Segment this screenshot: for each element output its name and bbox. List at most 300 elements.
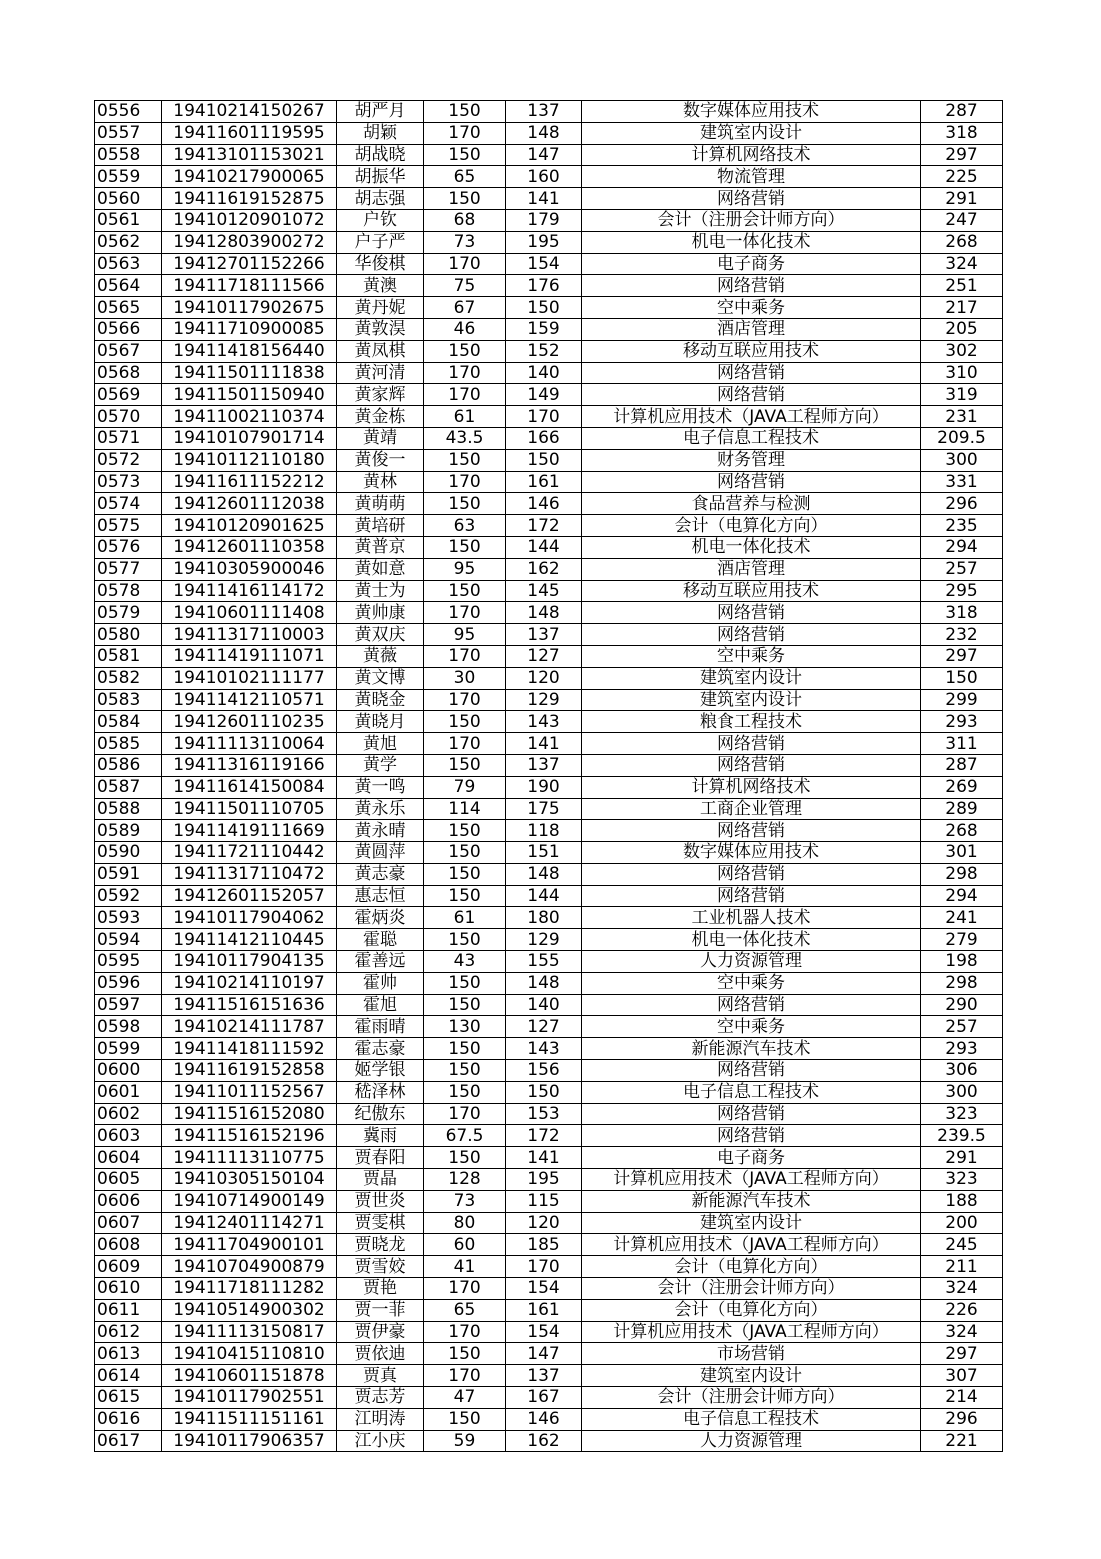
name-cell: 贾志芳 xyxy=(337,1387,424,1409)
name-cell: 黄双庆 xyxy=(337,624,424,646)
table-row xyxy=(95,188,1003,210)
table-row xyxy=(95,689,1003,711)
exam-id-cell: 19411011152567 xyxy=(162,1081,337,1103)
total-cell: 311 xyxy=(921,733,1003,755)
exam-id-cell: 19411419111071 xyxy=(162,645,337,667)
score-b-cell: 151 xyxy=(506,842,582,864)
table-row xyxy=(95,427,1003,449)
table-row xyxy=(95,144,1003,166)
score-a-cell: 150 xyxy=(424,1060,506,1082)
score-b-cell: 145 xyxy=(506,580,582,602)
seq-cell: 0591 xyxy=(95,863,162,885)
major-cell: 数字媒体应用技术 xyxy=(582,842,921,864)
score-a-cell: 170 xyxy=(424,253,506,275)
table-row xyxy=(95,253,1003,275)
exam-id-cell: 19413101153021 xyxy=(162,144,337,166)
total-cell: 232 xyxy=(921,624,1003,646)
table-row xyxy=(95,842,1003,864)
seq-cell: 0566 xyxy=(95,318,162,340)
major-cell: 网络营销 xyxy=(582,275,921,297)
total-cell: 298 xyxy=(921,972,1003,994)
score-a-cell: 73 xyxy=(424,231,506,253)
total-cell: 279 xyxy=(921,929,1003,951)
score-a-cell: 150 xyxy=(424,101,506,123)
name-cell: 黄金栋 xyxy=(337,406,424,428)
major-cell: 网络营销 xyxy=(582,188,921,210)
major-cell: 计算机网络技术 xyxy=(582,144,921,166)
seq-cell: 0568 xyxy=(95,362,162,384)
seq-cell: 0611 xyxy=(95,1299,162,1321)
major-cell: 建筑室内设计 xyxy=(582,1365,921,1387)
score-b-cell: 120 xyxy=(506,1212,582,1234)
exam-id-cell: 19410601151878 xyxy=(162,1365,337,1387)
score-a-cell: 170 xyxy=(424,1278,506,1300)
exam-id-cell: 19412601110235 xyxy=(162,711,337,733)
major-cell: 会计（电算化方向） xyxy=(582,1299,921,1321)
score-a-cell: 63 xyxy=(424,515,506,537)
name-cell: 黄普京 xyxy=(337,536,424,558)
total-cell: 225 xyxy=(921,166,1003,188)
name-cell: 黄如意 xyxy=(337,558,424,580)
name-cell: 黄学 xyxy=(337,754,424,776)
seq-cell: 0602 xyxy=(95,1103,162,1125)
score-a-cell: 61 xyxy=(424,406,506,428)
seq-cell: 0607 xyxy=(95,1212,162,1234)
seq-cell: 0580 xyxy=(95,624,162,646)
table-row xyxy=(95,1408,1003,1430)
score-a-cell: 150 xyxy=(424,493,506,515)
total-cell: 205 xyxy=(921,318,1003,340)
name-cell: 黄丹妮 xyxy=(337,297,424,319)
score-a-cell: 150 xyxy=(424,754,506,776)
major-cell: 电子商务 xyxy=(582,1147,921,1169)
exam-id-cell: 19412601112038 xyxy=(162,493,337,515)
score-a-cell: 150 xyxy=(424,842,506,864)
exam-id-cell: 19411601119595 xyxy=(162,122,337,144)
exam-id-cell: 19411113150817 xyxy=(162,1321,337,1343)
name-cell: 黄靖 xyxy=(337,427,424,449)
score-a-cell: 73 xyxy=(424,1190,506,1212)
score-a-cell: 170 xyxy=(424,122,506,144)
exam-id-cell: 19411412110445 xyxy=(162,929,337,951)
exam-id-cell: 19411710900085 xyxy=(162,318,337,340)
score-a-cell: 170 xyxy=(424,733,506,755)
score-a-cell: 80 xyxy=(424,1212,506,1234)
total-cell: 269 xyxy=(921,776,1003,798)
seq-cell: 0576 xyxy=(95,536,162,558)
name-cell: 贾雪姣 xyxy=(337,1256,424,1278)
seq-cell: 0601 xyxy=(95,1081,162,1103)
total-cell: 306 xyxy=(921,1060,1003,1082)
total-cell: 300 xyxy=(921,1081,1003,1103)
total-cell: 307 xyxy=(921,1365,1003,1387)
exam-id-cell: 19410107901714 xyxy=(162,427,337,449)
name-cell: 江明涛 xyxy=(337,1408,424,1430)
score-b-cell: 153 xyxy=(506,1103,582,1125)
total-cell: 247 xyxy=(921,209,1003,231)
exam-id-cell: 19411516152196 xyxy=(162,1125,337,1147)
exam-id-cell: 19411619152858 xyxy=(162,1060,337,1082)
table-row xyxy=(95,798,1003,820)
score-b-cell: 159 xyxy=(506,318,582,340)
name-cell: 贾依迪 xyxy=(337,1343,424,1365)
table-row xyxy=(95,711,1003,733)
table-row xyxy=(95,209,1003,231)
score-b-cell: 154 xyxy=(506,253,582,275)
score-a-cell: 65 xyxy=(424,1299,506,1321)
total-cell: 221 xyxy=(921,1430,1003,1452)
table-row xyxy=(95,1081,1003,1103)
name-cell: 霍炳炎 xyxy=(337,907,424,929)
major-cell: 建筑室内设计 xyxy=(582,689,921,711)
exam-id-cell: 19412803900272 xyxy=(162,231,337,253)
name-cell: 贾雯棋 xyxy=(337,1212,424,1234)
score-b-cell: 150 xyxy=(506,1081,582,1103)
total-cell: 301 xyxy=(921,842,1003,864)
seq-cell: 0613 xyxy=(95,1343,162,1365)
score-b-cell: 152 xyxy=(506,340,582,362)
score-a-cell: 170 xyxy=(424,602,506,624)
score-a-cell: 170 xyxy=(424,689,506,711)
seq-cell: 0572 xyxy=(95,449,162,471)
score-b-cell: 170 xyxy=(506,406,582,428)
score-a-cell: 150 xyxy=(424,536,506,558)
score-a-cell: 150 xyxy=(424,711,506,733)
major-cell: 网络营销 xyxy=(582,994,921,1016)
exam-id-cell: 19410117906357 xyxy=(162,1430,337,1452)
table-row xyxy=(95,1125,1003,1147)
exam-id-cell: 19411704900101 xyxy=(162,1234,337,1256)
table-row xyxy=(95,558,1003,580)
seq-cell: 0559 xyxy=(95,166,162,188)
score-b-cell: 120 xyxy=(506,667,582,689)
major-cell: 网络营销 xyxy=(582,1060,921,1082)
seq-cell: 0560 xyxy=(95,188,162,210)
total-cell: 268 xyxy=(921,820,1003,842)
major-cell: 会计（电算化方向） xyxy=(582,1256,921,1278)
score-b-cell: 140 xyxy=(506,994,582,1016)
table-body xyxy=(95,101,1003,1452)
table-row xyxy=(95,602,1003,624)
exam-id-cell: 19411619152875 xyxy=(162,188,337,210)
total-cell: 241 xyxy=(921,907,1003,929)
seq-cell: 0597 xyxy=(95,994,162,1016)
total-cell: 291 xyxy=(921,188,1003,210)
exam-id-cell: 19411416114172 xyxy=(162,580,337,602)
exam-id-cell: 19410214150267 xyxy=(162,101,337,123)
major-cell: 会计（注册会计师方向） xyxy=(582,209,921,231)
table-row xyxy=(95,1212,1003,1234)
total-cell: 324 xyxy=(921,1278,1003,1300)
seq-cell: 0574 xyxy=(95,493,162,515)
exam-id-cell: 19410415110810 xyxy=(162,1343,337,1365)
score-a-cell: 150 xyxy=(424,972,506,994)
score-b-cell: 127 xyxy=(506,645,582,667)
score-a-cell: 150 xyxy=(424,863,506,885)
seq-cell: 0587 xyxy=(95,776,162,798)
major-cell: 粮食工程技术 xyxy=(582,711,921,733)
total-cell: 287 xyxy=(921,754,1003,776)
exam-id-cell: 19411113110775 xyxy=(162,1147,337,1169)
score-a-cell: 75 xyxy=(424,275,506,297)
seq-cell: 0573 xyxy=(95,471,162,493)
score-b-cell: 150 xyxy=(506,297,582,319)
table-row xyxy=(95,122,1003,144)
exam-id-cell: 19411316119166 xyxy=(162,754,337,776)
major-cell: 网络营销 xyxy=(582,733,921,755)
seq-cell: 0593 xyxy=(95,907,162,929)
table-row xyxy=(95,493,1003,515)
major-cell: 网络营销 xyxy=(582,602,921,624)
score-a-cell: 170 xyxy=(424,362,506,384)
name-cell: 胡振华 xyxy=(337,166,424,188)
table-row xyxy=(95,733,1003,755)
name-cell: 惠志恒 xyxy=(337,885,424,907)
seq-cell: 0584 xyxy=(95,711,162,733)
score-b-cell: 148 xyxy=(506,602,582,624)
major-cell: 空中乘务 xyxy=(582,645,921,667)
table-row xyxy=(95,362,1003,384)
exam-id-cell: 19411002110374 xyxy=(162,406,337,428)
exam-id-cell: 19410102111177 xyxy=(162,667,337,689)
seq-cell: 0600 xyxy=(95,1060,162,1082)
exam-id-cell: 19411501150940 xyxy=(162,384,337,406)
table-row xyxy=(95,1299,1003,1321)
seq-cell: 0604 xyxy=(95,1147,162,1169)
total-cell: 297 xyxy=(921,144,1003,166)
table-row xyxy=(95,297,1003,319)
total-cell: 296 xyxy=(921,1408,1003,1430)
score-b-cell: 148 xyxy=(506,972,582,994)
name-cell: 黄培研 xyxy=(337,515,424,537)
exam-id-cell: 19411516152080 xyxy=(162,1103,337,1125)
table-row xyxy=(95,275,1003,297)
score-b-cell: 147 xyxy=(506,144,582,166)
major-cell: 空中乘务 xyxy=(582,972,921,994)
score-a-cell: 47 xyxy=(424,1387,506,1409)
seq-cell: 0558 xyxy=(95,144,162,166)
name-cell: 黄晓金 xyxy=(337,689,424,711)
name-cell: 华俊棋 xyxy=(337,253,424,275)
score-b-cell: 118 xyxy=(506,820,582,842)
score-a-cell: 150 xyxy=(424,1147,506,1169)
score-a-cell: 41 xyxy=(424,1256,506,1278)
exam-id-cell: 19411317110003 xyxy=(162,624,337,646)
score-b-cell: 143 xyxy=(506,711,582,733)
total-cell: 297 xyxy=(921,1343,1003,1365)
name-cell: 黄萌萌 xyxy=(337,493,424,515)
score-b-cell: 167 xyxy=(506,1387,582,1409)
seq-cell: 0609 xyxy=(95,1256,162,1278)
name-cell: 胡颖 xyxy=(337,122,424,144)
name-cell: 户钦 xyxy=(337,209,424,231)
table-row xyxy=(95,667,1003,689)
seq-cell: 0603 xyxy=(95,1125,162,1147)
major-cell: 电子信息工程技术 xyxy=(582,1408,921,1430)
total-cell: 323 xyxy=(921,1103,1003,1125)
score-table xyxy=(94,100,1003,1452)
total-cell: 217 xyxy=(921,297,1003,319)
major-cell: 数字媒体应用技术 xyxy=(582,101,921,123)
total-cell: 268 xyxy=(921,231,1003,253)
major-cell: 网络营销 xyxy=(582,362,921,384)
score-a-cell: 79 xyxy=(424,776,506,798)
score-b-cell: 148 xyxy=(506,863,582,885)
table-row xyxy=(95,863,1003,885)
name-cell: 霍雨晴 xyxy=(337,1016,424,1038)
total-cell: 150 xyxy=(921,667,1003,689)
exam-id-cell: 19411501111838 xyxy=(162,362,337,384)
exam-id-cell: 19411113110064 xyxy=(162,733,337,755)
score-b-cell: 137 xyxy=(506,754,582,776)
table-row xyxy=(95,929,1003,951)
total-cell: 289 xyxy=(921,798,1003,820)
total-cell: 299 xyxy=(921,689,1003,711)
score-a-cell: 95 xyxy=(424,624,506,646)
total-cell: 318 xyxy=(921,122,1003,144)
score-b-cell: 170 xyxy=(506,1256,582,1278)
major-cell: 新能源汽车技术 xyxy=(582,1038,921,1060)
seq-cell: 0582 xyxy=(95,667,162,689)
major-cell: 电子信息工程技术 xyxy=(582,427,921,449)
table-row xyxy=(95,471,1003,493)
major-cell: 机电一体化技术 xyxy=(582,929,921,951)
score-b-cell: 195 xyxy=(506,231,582,253)
seq-cell: 0588 xyxy=(95,798,162,820)
score-b-cell: 137 xyxy=(506,624,582,646)
name-cell: 江小庆 xyxy=(337,1430,424,1452)
name-cell: 黄文博 xyxy=(337,667,424,689)
table-row xyxy=(95,1060,1003,1082)
score-b-cell: 149 xyxy=(506,384,582,406)
seq-cell: 0608 xyxy=(95,1234,162,1256)
score-b-cell: 148 xyxy=(506,122,582,144)
table-row xyxy=(95,1256,1003,1278)
name-cell: 黄圆萍 xyxy=(337,842,424,864)
score-b-cell: 154 xyxy=(506,1278,582,1300)
score-b-cell: 162 xyxy=(506,1430,582,1452)
major-cell: 网络营销 xyxy=(582,471,921,493)
seq-cell: 0594 xyxy=(95,929,162,951)
table-row xyxy=(95,406,1003,428)
score-a-cell: 150 xyxy=(424,449,506,471)
name-cell: 黄士为 xyxy=(337,580,424,602)
table-row xyxy=(95,1190,1003,1212)
seq-cell: 0563 xyxy=(95,253,162,275)
major-cell: 建筑室内设计 xyxy=(582,1212,921,1234)
exam-id-cell: 19410514900302 xyxy=(162,1299,337,1321)
score-b-cell: 156 xyxy=(506,1060,582,1082)
seq-cell: 0598 xyxy=(95,1016,162,1038)
name-cell: 霍帅 xyxy=(337,972,424,994)
total-cell: 188 xyxy=(921,1190,1003,1212)
major-cell: 酒店管理 xyxy=(582,558,921,580)
name-cell: 黄晓月 xyxy=(337,711,424,733)
table-row xyxy=(95,536,1003,558)
major-cell: 空中乘务 xyxy=(582,1016,921,1038)
score-b-cell: 154 xyxy=(506,1321,582,1343)
score-b-cell: 137 xyxy=(506,101,582,123)
score-a-cell: 170 xyxy=(424,645,506,667)
table-row xyxy=(95,1387,1003,1409)
major-cell: 空中乘务 xyxy=(582,297,921,319)
seq-cell: 0557 xyxy=(95,122,162,144)
name-cell: 黄旭 xyxy=(337,733,424,755)
name-cell: 户子严 xyxy=(337,231,424,253)
score-a-cell: 150 xyxy=(424,340,506,362)
seq-cell: 0616 xyxy=(95,1408,162,1430)
name-cell: 黄凤棋 xyxy=(337,340,424,362)
name-cell: 贾艳 xyxy=(337,1278,424,1300)
name-cell: 贾春阳 xyxy=(337,1147,424,1169)
name-cell: 黄薇 xyxy=(337,645,424,667)
table-row xyxy=(95,885,1003,907)
table-row xyxy=(95,340,1003,362)
exam-id-cell: 19411418111592 xyxy=(162,1038,337,1060)
table-row xyxy=(95,101,1003,123)
major-cell: 工商企业管理 xyxy=(582,798,921,820)
name-cell: 黄永晴 xyxy=(337,820,424,842)
name-cell: 贾晓龙 xyxy=(337,1234,424,1256)
score-b-cell: 141 xyxy=(506,1147,582,1169)
score-b-cell: 195 xyxy=(506,1169,582,1191)
major-cell: 市场营销 xyxy=(582,1343,921,1365)
seq-cell: 0571 xyxy=(95,427,162,449)
exam-id-cell: 19410117904135 xyxy=(162,951,337,973)
total-cell: 291 xyxy=(921,1147,1003,1169)
total-cell: 257 xyxy=(921,1016,1003,1038)
table-row xyxy=(95,1343,1003,1365)
exam-id-cell: 19411718111566 xyxy=(162,275,337,297)
total-cell: 214 xyxy=(921,1387,1003,1409)
name-cell: 嵇泽林 xyxy=(337,1081,424,1103)
total-cell: 290 xyxy=(921,994,1003,1016)
name-cell: 纪傲东 xyxy=(337,1103,424,1125)
name-cell: 黄帅康 xyxy=(337,602,424,624)
exam-id-cell: 19411611152212 xyxy=(162,471,337,493)
score-a-cell: 150 xyxy=(424,188,506,210)
total-cell: 211 xyxy=(921,1256,1003,1278)
score-b-cell: 155 xyxy=(506,951,582,973)
exam-id-cell: 19411317110472 xyxy=(162,863,337,885)
major-cell: 电子信息工程技术 xyxy=(582,1081,921,1103)
major-cell: 计算机应用技术（JAVA工程师方向） xyxy=(582,1169,921,1191)
seq-cell: 0599 xyxy=(95,1038,162,1060)
major-cell: 计算机网络技术 xyxy=(582,776,921,798)
table-row xyxy=(95,166,1003,188)
seq-cell: 0590 xyxy=(95,842,162,864)
table-row xyxy=(95,1234,1003,1256)
table-row xyxy=(95,1321,1003,1343)
score-b-cell: 162 xyxy=(506,558,582,580)
score-b-cell: 143 xyxy=(506,1038,582,1060)
total-cell: 297 xyxy=(921,645,1003,667)
exam-id-cell: 19412601152057 xyxy=(162,885,337,907)
score-b-cell: 185 xyxy=(506,1234,582,1256)
exam-id-cell: 19410305150104 xyxy=(162,1169,337,1191)
exam-id-cell: 19412601110358 xyxy=(162,536,337,558)
seq-cell: 0581 xyxy=(95,645,162,667)
exam-id-cell: 19410704900879 xyxy=(162,1256,337,1278)
score-a-cell: 67.5 xyxy=(424,1125,506,1147)
score-b-cell: 129 xyxy=(506,689,582,711)
seq-cell: 0561 xyxy=(95,209,162,231)
major-cell: 物流管理 xyxy=(582,166,921,188)
score-a-cell: 65 xyxy=(424,166,506,188)
total-cell: 209.5 xyxy=(921,427,1003,449)
seq-cell: 0585 xyxy=(95,733,162,755)
major-cell: 计算机应用技术（JAVA工程师方向） xyxy=(582,1321,921,1343)
